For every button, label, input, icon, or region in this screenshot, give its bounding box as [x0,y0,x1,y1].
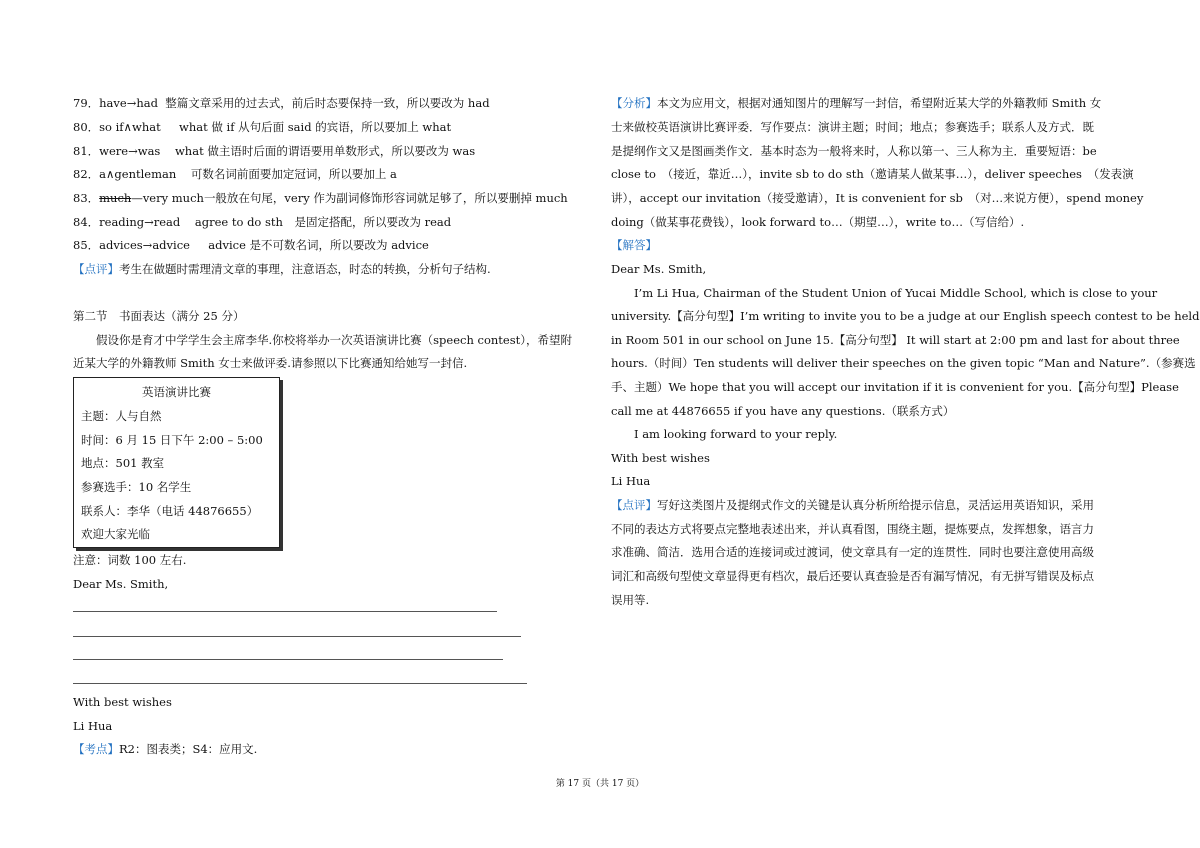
notice-line: 地点：501 教室 [81,456,165,470]
notice-line: 时间：6 月 15 日下午 2:00 – 5:00 [81,433,263,447]
answer-item-85: 85．advices→advice advice 是不可数名词，所以要改为 advice [73,238,429,252]
sample-looking-forward: I am looking forward to your reply. [634,427,838,441]
analysis-line: 讲），accept our invitation（接受邀请），It is convenient for sb （对…来说方便），spend money [611,191,1144,205]
notice-title: 英语演讲比赛 [142,385,211,399]
review-line: 不同的表达方式将要点完整地表述出来，并认真看图，围绕主题，提炼要点，发挥想象，语言力 [611,522,1094,536]
writing-line [73,636,521,637]
notice-line: 欢迎大家光临 [81,527,150,541]
answer-item-83: 83．much—very much一般放在句尾，very 作为副词修饰形容词就足够了，所以要删掉 much [73,191,568,205]
sample-letter-line: university.【高分句型】I’m writing to invite you to be a judge at our English speech contest to be held [611,309,1200,323]
notice-line: 参赛选手：10 名学生 [81,480,192,494]
analysis-line: close to （接近，靠近…），invite sb to do sth（邀请某人做某事…），deliver speeches （发表演 [611,167,1134,181]
sample-closing: With best wishes [611,451,710,465]
notice-line: 主题：人与自然 [81,409,162,423]
analysis-tag: 【分析】 [611,96,657,110]
section-title: 第二节 书面表达（满分 25 分） [73,309,245,323]
sample-signature: Li Hua [611,474,651,488]
writing-line [73,683,527,684]
kaodian-tag: 【考点】 [73,742,119,756]
review-line: 误用等. [611,593,650,607]
answer-item-81: 81．were→was what 做主语时后面的谓语要用单数形式，所以要改为 was [73,144,476,158]
prompt-line-2: 近某大学的外籍教师 Smith 女士来做评委.请参照以下比赛通知给她写一封信. [73,356,468,370]
writing-line [73,611,497,612]
sample-salutation: Dear Ms. Smith, [611,262,707,276]
analysis-line: doing（做某事花费钱），look forward to…（期望…），write to…（写信给）. [611,215,1025,229]
sample-letter-line: call me at 44876655 if you have any questions.（联系方式） [611,404,955,418]
notice-line: 联系人：李华（电话 44876655） [81,504,259,518]
review-tag: 【点评】 [611,498,657,512]
answer-tag: 【解答】 [611,238,657,252]
contest-notice-box [73,377,280,548]
letter-closing: With best wishes [73,695,172,709]
prompt-line-1: 假设你是育才中学学生会主席李华.你校将举办一次英语演讲比赛（speech contest），希望附 [96,333,572,347]
answer-item-84: 84．reading→read agree to do sth 是固定搭配，所以要改为 read [73,215,452,229]
answer-item-79: 79．have→had 整篇文章采用的过去式，前后时态要保持一致，所以要改为 had [73,96,490,110]
review-line: 词汇和高级句型使文章显得更有档次，最后还要认真查验是否有漏写情况，有无拼写错误及标点 [611,569,1094,583]
sample-letter-line: 手、主题）We hope that you will accept our invitation if it is convenient for you.【高分句型】Please [611,380,1179,394]
review-line: 求准确、简洁．选用合适的连接词或过渡词，使文章具有一定的连贯性．同时也要注意使用高级 [611,545,1094,559]
analysis-line: 【分析】本文为应用文，根据对通知图片的理解写一封信，希望附近某大学的外籍教师 Smith 女 [611,96,1102,110]
word-count-note: 注意：词数 100 左右. [73,553,187,567]
kaodian-note: 【考点】R2：图表类；S4：应用文. [73,742,258,756]
sample-letter-line: I’m Li Hua, Chairman of the Student Union of Yucai Middle School, which is close to your [634,286,1158,300]
letter-signature: Li Hua [73,719,113,733]
page-footer: 第 17 页（共 17 页） [555,779,645,789]
writing-line [73,659,503,660]
analysis-line: 士来做校英语演讲比赛评委．写作要点：演讲主题；时间；地点；参赛选手；联系人及方式．既 [611,120,1094,134]
sample-letter-line: hours.（时间）Ten students will deliver their speeches on the given topic “Man and Nature”.（参赛选 [611,356,1196,370]
review-tag: 【点评】 [73,262,119,276]
answer-item-80: 80．so if∧what what 做 if 从句后面 said 的宾语，所以要加上 what [73,120,452,134]
review-note: 【点评】考生在做题时需理清文章的事理，注意语态，时态的转换，分析句子结构. [73,262,491,276]
review-line: 【点评】写好这类图片及提纲式作文的关键是认真分析所给提示信息，灵活运用英语知识，采用 [611,498,1094,512]
sample-letter-line: in Room 501 in our school on June 15.【高分句型】 It will start at 2:00 pm and last for about three [611,333,1180,347]
letter-salutation: Dear Ms. Smith, [73,577,169,591]
answer-item-82: 82．a∧gentleman 可数名词前面要加定冠词，所以要加上 a [73,167,397,181]
analysis-line: 是提纲作文又是图画类作文．基本时态为一般将来时，人称以第一、三人称为主．重要短语：be [611,144,1097,158]
